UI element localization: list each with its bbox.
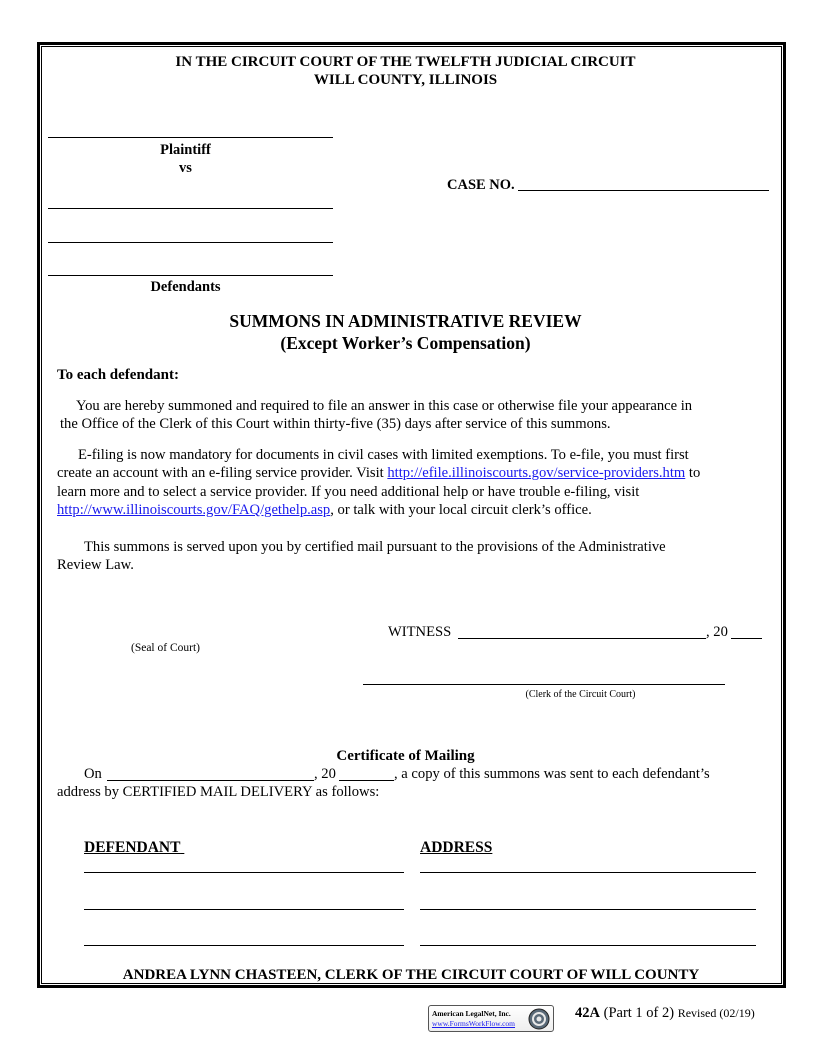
form-part: (Part 1 of 2) <box>603 1005 675 1021</box>
clerk-signature-line[interactable] <box>363 684 725 685</box>
vs-label: vs <box>179 160 192 176</box>
logo-globe-icon <box>528 1008 550 1030</box>
certificate-year-prefix: , 20 <box>314 766 336 782</box>
logo-company-name: American LegalNet, Inc. <box>432 1009 511 1018</box>
p2-line4-post: , or talk with your local circuit clerk’s office. <box>330 502 592 518</box>
p2-line2-post: to <box>685 465 701 481</box>
clerk-caption: (Clerk of the Circuit Court) <box>525 689 636 700</box>
p2-line3-text: learn more and to select a service provider. If you need additional help or have trouble e-filing, visit <box>57 484 640 500</box>
witness-year-line[interactable] <box>731 638 762 639</box>
defendant-row-line-1[interactable] <box>84 872 404 873</box>
defendant-name-line-3[interactable] <box>48 275 333 276</box>
defendant-row-line-2[interactable] <box>84 909 404 910</box>
defendant-row-line-3[interactable] <box>84 945 404 946</box>
gethelp-link[interactable]: http://www.illinoiscourts.gov/FAQ/gethelp.asp <box>57 502 331 518</box>
seal-of-court: (Seal of Court) <box>131 642 200 654</box>
paragraph-2-line-4 <box>57 501 592 520</box>
certificate-line1-post: , a copy of this summons was sent to each defendant’s <box>394 766 710 782</box>
form-number-area <box>575 1005 755 1022</box>
plaintiff-label: Plaintiff <box>160 142 211 158</box>
mailing-year-line[interactable] <box>339 780 394 781</box>
form-revised: Revised (02/19) <box>677 1006 755 1020</box>
logo-website: www.FormsWorkFlow.com <box>432 1019 516 1028</box>
p3-line1-text: This summons is served upon you by certified mail pursuant to the provisions of the Administrative <box>84 539 666 555</box>
p2-line1-text: E-filing is now mandatory for documents in civil cases with limited exemptions. To e-file, you must first <box>78 447 689 463</box>
paragraph-2-line-2 <box>57 464 700 483</box>
certificate-line2: address by CERTIFIED MAIL DELIVERY as follows: <box>57 784 380 800</box>
witness-line[interactable] <box>458 638 706 639</box>
clerk-name-footer: ANDREA LYNN CHASTEEN, CLERK OF THE CIRCUIT COURT OF WILL COUNTY <box>122 967 700 983</box>
defendant-column-label: DEFENDANT <box>84 839 181 856</box>
court-header-line1: IN THE CIRCUIT COURT OF THE TWELFTH JUDICIAL CIRCUIT <box>175 54 636 70</box>
form-number: 42A <box>575 1005 600 1021</box>
p1-line2-text: the Office of the Clerk of this Court within thirty-five (35) days after service of this summons. <box>60 416 611 432</box>
witness-label: WITNESS <box>388 624 452 640</box>
defendant-name-line-1[interactable] <box>48 208 333 209</box>
address-row-line-2[interactable] <box>420 909 756 910</box>
p3-line2-text: Review Law. <box>57 557 134 573</box>
mailing-date-line[interactable] <box>107 780 314 781</box>
american-legalnet-logo[interactable] <box>428 1005 554 1032</box>
defendant-name-line-2[interactable] <box>48 242 333 243</box>
case-no-line[interactable] <box>518 190 769 191</box>
court-header-line2: WILL COUNTY, ILLINOIS <box>313 72 498 88</box>
witness-year-prefix: , 20 <box>706 624 728 640</box>
defendants-label: Defendants <box>150 279 221 295</box>
address-row-line-3[interactable] <box>420 945 756 946</box>
paragraph-3-line-2 <box>57 556 134 575</box>
certificate-on: On <box>84 766 102 782</box>
to-each-defendant: To each defendant: <box>57 367 179 383</box>
paragraph-3-line-1 <box>84 538 666 557</box>
certificate-title: Certificate of Mailing <box>336 748 475 764</box>
paragraph-2-line-1 <box>78 446 689 465</box>
paragraph-2-line-3 <box>57 483 639 502</box>
summons-title: SUMMONS IN ADMINISTRATIVE REVIEW <box>229 311 582 331</box>
address-column-header <box>420 839 492 857</box>
paragraph-1-line-1 <box>76 397 692 416</box>
case-no-label: CASE NO. <box>447 177 515 193</box>
address-column-label: ADDRESS <box>420 839 493 856</box>
efile-providers-link[interactable]: http://efile.illinoiscourts.gov/service-providers.htm <box>387 465 686 481</box>
plaintiff-name-line[interactable] <box>48 137 333 138</box>
paragraph-1-line-2 <box>60 415 611 434</box>
p2-line2-pre: create an account with an e-filing service provider. Visit <box>57 465 388 481</box>
summons-subtitle: (Except Worker’s Compensation) <box>280 333 531 353</box>
address-row-line-1[interactable] <box>420 872 756 873</box>
p1-line1-text: You are hereby summoned and required to file an answer in this case or otherwise file your appearance in <box>76 398 693 414</box>
defendant-column-header <box>84 839 184 857</box>
